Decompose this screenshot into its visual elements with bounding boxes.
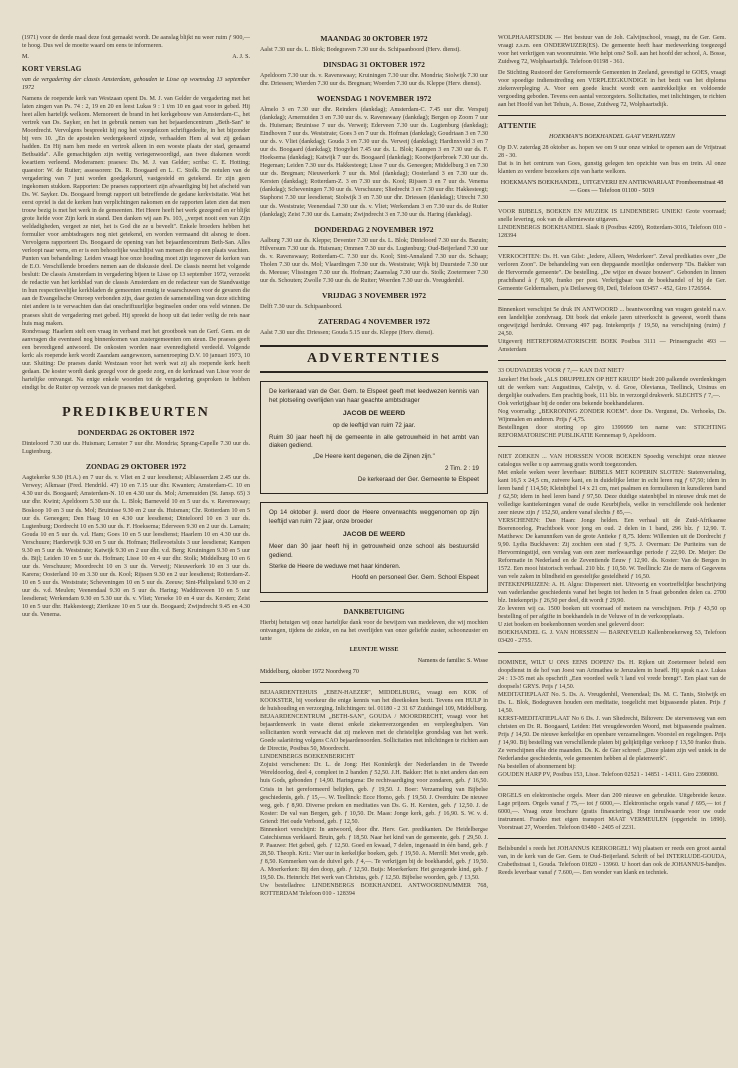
- report-body: Namens de roepende kerk van Westzaan opent Ds. M. J. van Gelder de vergadering met het laten zingen van Ps. 74 : 2, 19 en 20 en leest Lukas 9 : 1 t/m 10 en gaat voor in gebed. Hij heet allen hartelijk welkom. Memoreert de brand in het kerkgebouw van Amsterdam-C., het vertrek van Ds. Sayker, en het in gebruik nemen van het bejaardencentrum „Beth-San" te Moordrecht. Vervolgens bespreekt hij nog het voorgelezen schriftgedeelte, in het bijzonder bij vers 10. „En de apostelen wedergekeerd zijnde, verhaalden Hem al wat zij gedaan hadden. En Hij nam hen mede en vertrok alleen in een woeste plaats der stad, genaamd Bethsaïda". Alle gemachtigden zijn wettig vertegenwoordigd, aan twee diakenen wordt kwartiem verleend. Moderamen: praeses: Ds. M. J. van Gelder; scriba: C. E. Hotting; quaestor: W. de Ruiter; assessoren: Ds. R. Boogaard en L. C. Stolk. De notulen van de vergadering van 7 juni worden goedgekeurd, vastgesteld en getekend. Er zijn geen ingekomen stukken. Rapporten: De praeses rapporteert zijn afvaardiging bij het afscheid van Ds. W. Sayker. Ds. Boogaard brengt rapport uit betreffende de gedane kerkvisitatie. Wat het eerst opviel is dat de kerken hun verplichtingen nakomen en de rapporten laten zien dat men trouw bezig is met het werk in de gemeenten. Het Heere heeft het werk gezegend en er blijkt grote liefde voor Zijn kerk in stand. Den danken wij aan Ps. 103, „verpet nooit een van Zijn weldadigheden, vergeet ze niet, het is God die ze u beveelt". Enkele broeders hebben het formulier voor ambtsdragers nog niet getekend, en worden vermaand dit alsnog te doen. Vervolgens rapporteert Ds. Boogaard de opening van het bejaardencentrum Beth-San. Alles verloopt naar wens, en er is een behoorlijke wachtlijst van mensen die op een plaats wachten. Punten van behandeling: Leiden vraagt hoe onze houding moet zijn tegenover de kerken van de E.O. Verschillende broeders nemen aan de diskussie deel. De classis neemt het volgende besluit: De classis Amsterdam in vergadering bijeen te Lisse op 13 september 1972, verzoekt de redactie van het kerkblad van de classis Amsterdam en de redacteur van de Standvastige in hun respectievelijke kerkbladen de gemeenten ernstig te waarschuwen voor de gevaren die aan de Evangelische Omroep verbonden zijn, daar gezien de samenstelling van deze stichting niet andere is te verwachten dan dat onschriftuurlijke beginselen onder ons veld winnen. De praeses sluit de vergadering met gebed. Hij spreekt de hoop uit dat ieder veilig de reis naar huis mag maken. Rondvraag: Haarlem stelt een vraag in verband met het grootboek van de Gerf. Gem. en de aanvragen die eventueel nog binnenkomen van zustergemeenten om steun. De praeses geeft een bevredigend antwoord. De onkosten worden naar evenredigheid verdeeld. Volgende kerk: als roepende kerk wordt Zaandam aangewezen, samenroeping D.V. 10 januari 1973, 10 uur. Sluiting: De praeses dankt Westzaan voor het werk wat zij als roepende kerk heeft gedaan. De koster wordt dank gezegd voor de goede zorg, en de kerkraad van Lisse voor de hartelijke ontvangst. Na enige enkele woorden tot de vergadering gesproken te hebben eindigt br. de Ruiter op verzoek van de praeses met dankgebed.: [22, 95, 250, 391]
- ad-verkochten: VERKOCHTEN: Ds. H. van Gilst: „Iedere, Alleen, Wederkeer". Zeval predikaties over „De verloren Zoon". De behandeling van een diepgaande moeilijke onderwerp "Ds. Bakker van de Hervormde gemeente". De bestelling. „De wijze en dwaze bouwer". Gebonden in linnen prachtband à ƒ 8,90, franko per post. Verkrijgbaar van de boekhandel of bij de Ger. Gemeente Geldermalsen, p/a Deilseweg 69, Deil, Telefoon 03457 - 452, Giro 1726564.: [498, 254, 726, 293]
- attention-text: Op D.V. zaterdag 28 oktober as. hopen we om 9 uur onze winkel te openen aan de Vrijstraat 28 - 30. Dat is in het centrum van Goes, gunstig gelegen ten opzichte van bus en trein. Al onze klanten zo verdere bezoekers zijn van harte welkom.: [498, 144, 726, 175]
- intro-signature: M. A. J. S.: [22, 54, 250, 61]
- divider: [498, 115, 726, 116]
- obituary-name-1: JACOB DE WEERD: [342, 410, 406, 418]
- thanks-place: Middelburg, oktober 1972 Noordweg 70: [260, 669, 359, 676]
- column-left: [22, 34, 250, 1042]
- predikbeurten-heading: PREDIKBEURTEN: [62, 404, 210, 420]
- ad-johannus: Belisbundel s reeds het JOHANNUS KERKORGEL! Wij plaatsen er reeds een groot aantal van, in de kerk van de Ger. Gem. te Oud-Beijerland. Schrift of bel INTERLUDE-GOUDA, Crabethstraat 1, Gouda. Telefoon 01820 - 13960. U hoort dan ook de JOHANNUS-bandjes. Reeds leverbaar vanaf ƒ 7.600,—. Een wonder van klank en techniek.: [498, 846, 726, 877]
- ad-van-horssen: NIET ZOEKEN ... VAN HORSSEN VOOR BOEKEN Spoedig verschijnt onze nieuwe catalogus welke u op aanvraag gratis wordt toegezonden. Met enkele weken weer leverbaar: BIJBELS MET KOPERIN SLOTEN: Statenvertaling, kant 16,5 x 24,5 cm, zuivere kant, en in duidelijke letter in echt leren rug ƒ 67,50; idem in leren band ƒ 114,50; Kleinbijbel 14 x 21 cm, met psalmen en formulieren in kunstleren band ƒ 62,50; idem in heel leren band ƒ 97,50. Deze duidige statenbijbel in nieuwe druk met de volledige kanttekeningen vanaf de oude Keurbijbels, welke in verschillende ook hedenter zeer nieuw zijn ƒ 152,50, andere vanaf slechts ƒ 85,—. VERSCHENEN: Dan Haan: Jonge helden. Een verhaal uit de Zuid-Afrikaanse Boerenoorlog. Prachtboek voor jong en oud. 2 delen in 1 band, 296 blz. ƒ 12,90. T. Matthews: De kanunniken van de grote Antieke ƒ 8,75. Idem: Willemien uit de Dordrecht ƒ 9,90. Lydia Buckhaven: Zij zochten een stad ƒ 9,75. J. Overman: De Puriteins van de Hervormingstijd, een verslag van een zeer merkwaardige periode ƒ 22,90. Dr. Meijer: De Reformatie in Nederland en de Zeventiende Eeuw ƒ 12,90. ds. Koster: Van de Bergen in 1572. Een mooi historisch verhaal. 210 blz. ƒ 10,50. W. Teellinck: Zie de mens of Gegevens van vele zaken in blindheid en geestelijke gesteldheid ƒ 16,50. INTEKENPRIJZEN: A. H. Algra: Dispereert niet. Uitvoerig en voortreffelijke beschrijving van vaderlandse geschiedenis vanaf het begin tot heden in 5 fraai gebonden delen ca. 2700 blz. Intekenprijs ƒ 26,50 per deel, dit wordt ƒ 29,90. Zo leveren wij ca. 1500 boeken uit voorraad of meteen na verschijnen. Prijs ƒ 43,50 op bestelling of per afgifte in boekhandels in de Veluwe of in de verkoopplaats. U ziet boeken en boekenbonnen worden snel geleverd door: BOEKHANDEL G. J. VAN HORSSEN — BARNEVELD Kallenbroekerweg 53, Telefoon 03420 - 2755.: [498, 453, 726, 645]
- thanks-name: LEUNTJE WISSE: [349, 647, 399, 654]
- date-heading-wed: WOENSDAG 1 NOVEMBER 1972: [316, 94, 432, 104]
- ad-rustoord: De Stichting Rustoord der Gereformeerde Gemeenten in Zeeland, gevestigd te GOES, vraagt voor spoedige indiensttreding een VERPLEEGKUNDIGE in het bezit van het diploma ziekenverpleging A. Voor een goede kracht wordt een aantrekkelijke en voldoende vergoeding geboden. Tevens een aantal verzorgsters. Sollicitaties, met inlichtingen, te richten aan het Hoofd van het Tehuis, A. Bosse, Zuidweg 72, Wolphaartsdijk.: [498, 70, 726, 109]
- date-heading-fri: VRIJDAG 3 NOVEMBER 1972: [322, 290, 426, 300]
- obituary-name-2: JACOB DE WEERD: [342, 531, 406, 539]
- divider: [498, 446, 726, 447]
- ad-gouden-harp: DOMINEE, WILT U ONS EENS DOPEN? Ds. H. Rijken uit Zoetermeer beleid een doopdienst in de hof van Joest van Arimathea te Jeruzalem in Israël. Hij sprak n.a.v. Lukas 24 : 13-35 met als opschrift „Een voordeel welk 't land vol vrede brengt". Een plaat van de doopsels! GRYS. Prijs ƒ 14,50. MEDITATIEPLAAT No. 5. Ds. A. Vreugdenhil, Veenendaal; Ds. M. C. Tanis, Stolwijk en Ds. L. Blok, Bodegraven houden een meditatie, toegelicht met bijpassende platen. Prijs ƒ 14,50. KERST-MEDITATIEPLAAT No 6 Ds. J. van Sliedrecht, Biltoven: De stervensweg van een christen en Dr. R. Boogaard, Leiden: Het vreugdeworden Woord, met bijpassende psalmen. Prijs ƒ 14,50. De nieuwe kerkelijke en openbare verzamelingen. Voorstel en regelingen. Prijs ƒ 14,90. Bij bestelling van verschillende platen bij gelijktijdige verkoop ƒ 13,50 franko thuis. Ze verschijnen elke drie maanden. Ds. K. de Gier schreef: „Deze platen zijn wel uniek in de Nederlandse geschiedenis, vele gemeenten hebben al de platenwerk". Na bestellen of abonnement bij: GOUDEN HARP PV, Postbus 153, Lisse. Telefoon 02521 - 14851 - 14311. Giro 2398080.: [498, 659, 726, 778]
- attention-signature: HOEKMAN'S BOEKHANDEL, UITGEVERIJ EN ANTIKWARIAAT Frombeemstraat 48 — Goes — Telefoon 01100 - 5019: [500, 179, 724, 194]
- schedule-wed: Almelo 3 en 7.30 uur dhr. Reinders (dankdag); Amsterdam-C. 7.45 uur dhr. Verspuij (dankdag); Arnemuiden 3 en 7.30 uur ds. v. Ravenswaay (dankdag); Bergen op Zoom 7 uur ds. Huisman; Bruinisse 7 uur ds. Verweij; Ederveen 7.30 uur ds. Lugtenburg (dankdag); Eindhoven 7 uur ds. Weststrate; Goes 3 en 7 uur ds. Hofman (dankdag); Goudriaan 3 en 7.30 uur ds. v. Vliet (dankdag); Gouda 3 en 7.30 uur ds. Verweij (dankdag); Hardinxveld 3 en 7 uur ds. Boogaard (dankdag); Hoogvliet 7.45 uur ds. L. Blok; Kampen 3 en 7.30 uur ds. F. Hoeksema (dankdag); Katwijk 7 uur ds. Boogaard (dankdag); Kootwijkerbroek 7.30 uur ds. Hegeman; Leiden 7.30 uur ds. Hakkesteegt; Lisse 7 uur ds. Geneegen; Middelburg 3 en 7.30 uur ds. Bregman; Nieuwerkerk 7 uur ds. Mol (dankdag); Oosterland 3 en 7.30 uur ds. Kersten (dankdag); Rotterdam-Z. 3 en 7.30 uur ds. Kool; Rijssen 3 en 7 uur ds. Venema (dankdag); Scheveningen 7.30 uur ds. Verschuure; Sliedrecht 3 en 7.30 uur dhr. Hakkesteegt; Staphorst 7.30 uur leesdienst; Stolwijk 3 en 7.30 uur dhr. Driessen (dankdag); Utrecht 7.30 uur ds. Weststrate; Veenendaal 7.30 uur ds. v. Vliet; Werkendam 3 en 7.30 uur ds. de Ruiter (dankdag); Zeist 7.30 uur ds. Lamain; Zwijndrecht 3 en 7.30 uur ds. Haring (dankdag).: [260, 107, 488, 218]
- report-subtitle: van de vergadering der classis Amsterdam, gehouden te Lisse op woensdag 13 september 1972: [22, 76, 250, 91]
- obituary-ad-1: De kerkeraad van de Ger. Gem. te Elspeet geeft met leedwezen kennis van het plotseling overlijden van haar geachte ambtsdrager JACOB DE WEERD op de leeftijd van ruim 72 jaar. Ruim 30 jaar heeft hij de gemeente in alle getrouwheid in het ambt van diaken gediend. „De Heere kent degenen, die de Zijnen zijn." 2 Tim. 2 : 19 De kerkeraad der Ger. Gemeente te Elspeet: [260, 381, 488, 494]
- divider: [498, 360, 726, 361]
- date-heading-tue: DINSDAG 31 OKTOBER 1972: [323, 60, 425, 70]
- divider: [498, 246, 726, 247]
- date-heading-1: DONDERDAG 26 OKTOBER 1972: [77, 428, 195, 438]
- divider: [498, 785, 726, 786]
- thanks-signature: Namens de familie: S. Wisse: [417, 658, 488, 665]
- ad-oudvaders: 33 OUDVADERS VOOR ƒ 7,— KAN DAT NIET? Jazeker! Het boek „ALS DRUPPELEN OP HET KRUID" biedt 200 palkende overdenkingen uit de werken van: Augustinus, Calvijn, v. d. Groe, Olevianus, Teellinck, Ursinus en dergelijke oudvaders. Een prachtig boek, 111 blz. in verzorgd drukwerk. SLECHTS ƒ 7,—. Ook verkrijgbaar bij de onder ons bekende boekhandelaren. Nog voorradig: „BEKRONING ZONDER KOEM". door Ds. Vergunst, Ds. Verhoeks, Ds. Wijnmalen en anderen. Prijs ƒ 4,75. Bestellingen door storting op giro 1399999 ten name van: STICHTING REFORMATORISCHE PUBLIKATIE Kennemap 9, Apeldoorn.: [498, 368, 726, 439]
- thanks-heading: DANKBETUIGING: [343, 607, 405, 616]
- divider: [498, 652, 726, 653]
- ad-lindenberg: VOOR BIJBELS, BOEKEN EN MUZIEK IS LINDENBERG UNIEK! Grote voorraad; snelle levering, ook van de allerniewste uitgaven. LINDENBERGS BOEKHANDEL Slaak 8 (Postbus 4209), Rotterdam-3016, Telefoon 010 - 128394: [498, 209, 726, 240]
- column-middle: [260, 34, 488, 1042]
- schedule-fri: Delft 7.30 uur ds. Schipaanboord.: [260, 303, 343, 310]
- schedule-text-2: Aagtekerke 9.30 (H.A.) en 7 uur ds. v. Vliet en 2 uur leesdienst; Alblasserdam 2.45 uur ds. Verwey; Alkmaar (Fred. Hendrikl. 47) 10 en 7.15 uur dhr. Kwanten; Amsterdam-C. 10 en 4.30 uur ds. Boogaard; Amsterdam-N. 10 en 4.30 uur ds. Mol; Arnemuiden (St. Jansp. 65) 3 uur dhr. Kwint; Apeldoorn 5.30 uur ds. L. Blok; Barneveld 10 en 5 uur ds. v. Ravenswaay; Boskoop 10 en 3 uur ds. Mol; Bruinisse 9.30 en 2 uur ds. Huisman; Chr. Rotterdam 10 en 5 uur ds. Geneegen; Den Haag 10 en 4.30 uur leesdienst; Dinteloord 10 en 3 uur ds. Lugtenburg; Dordrecht 10 en 5.30 uur ds. F. Hoeksema; Ederveen 9.30 en 2 uur ds. Lamain; Gouda 10 en 5 uur ds. v.d. Ham; Goes 10 en 5 uur leesdienst; Haarlem 10 en 4.30 uur ds. Verschuure; Harderwijk 9.30 en 5 uur ds. Hofman; Hellevoetsluis 3 uur leesdienst; Kampen 9.30 en 5 uur ds. Weststrate; Katwijk 9.30 en 2 uur dhr. v.d. Berg; Kruiningen 9.30 en 5 uur ds. Bijl; Leiden 10 en 5 uur ds. Hofman; Lisse 10 en 4 uur dhr. Stolk; Middelburg 10 en 6 uur ds. Verschuure; Moordrecht 10 en 3 uur ds. Verweij; Nieuwerkerk 10 en 3 uur ds. Karens; Oosterland 10 en 3.30 uur ds. Kool; Rijssen 9.30 en 2 uur leesdienst; Rotterdam-Z. 10 en 5 uur ds. Weststrate; Scheveningen 10 en 5 uur ds. Zeeuw; Sint-Philipsland 9.30 en 2 uur ds. v.d. Meulen; Veenendaal 9.30 en 5 uur ds. Haring; Waddinxveen 10 en 5 uur leesdienst; Werkendam 9.30 en 5.30 uur ds. v. Vliet; Yerseke 10 en 4 uur ds. Kersten; Zeist 10 en 5 uur dhr. Hakkesteegt; Zierikzee 10 en 5 uur ds. Boogaard; Zwijndrecht 9.45 en 4.30 uur ds. Venema.: [22, 475, 250, 618]
- obituary-ad-2: Op 14 oktober jl. werd door de Heere onverwachts weggenomen op zijn leeftijd van ruim 72 jaar, onze broeder JACOB DE WEERD Meer dan 30 jaar heeft hij in getrouwheid onze school als bestuurslid gediend. Sterke de Heere de weduwe met haar kinderen. Hoofd en personeel Ger. Gem. School Elspeet: [260, 502, 488, 592]
- divider: [260, 601, 488, 602]
- schedule-tue: Apeldoorn 7.30 uur ds. v. Ravenswaay; Kruiningen 7.30 uur dhr. Mondria; Stolwijk 7.30 uur dhr. Driessen; Wierden 7.30 uur ds. Bregman; Woerden 7.30 uur ds. Kleppe (Herv. dienst).: [260, 73, 488, 88]
- divider: [498, 201, 726, 202]
- schedule-text-1: Dinteloord 7.30 uur ds. Huisman; Lemster 7 uur dhr. Mondria; Sprang-Capelle 7.30 uur ds. Lugtenburg.: [22, 441, 250, 456]
- advertenties-heading: ADVERTENTIES: [260, 345, 488, 373]
- date-heading-sat: ZATERDAG 4 NOVEMBER 1972: [318, 316, 430, 326]
- report-heading: KORT VERSLAG: [22, 65, 82, 74]
- date-heading-mon: MAANDAG 30 OKTOBER 1972: [320, 34, 428, 43]
- ad-orgels: ORGELS en elektronische orgels. Meer dan 200 nieuwe en gebruikte. Uitgebreide keuze. Lage prijzen. Orgels vanaf ƒ 75,— tot ƒ 6000,—. Elektronische orgels vanaf ƒ 695,— tot ƒ 6000,—. Vraag onze brochure (gratis financiering). Hoge inruilwaarde voor uw oude instrument. Franko met eigen transport MAAT VERMEULEN (opgericht in 1890). Voorstraat 27, Woerden. Telefoon 03480 - 2405 of 2231.: [498, 792, 726, 832]
- date-heading-thu: DONDERDAG 2 NOVEMBER 1972: [314, 224, 434, 234]
- ad-wolphaartsdijk: WOLPHAARTSDIJK — Het bestuur van de Joh. Calvijnschool, vraagt, nu de Ger. Gem. vraagt z.s.m. een ONDERWIJZER(ES). De gemeente heeft haar medewerking toegezegd voor het verkrijgen van woonruimte. Wie helpt ons? Soll. aan het hoofd der school, A. Bosse, Zuidweg 72, Wolphaartsdijk. Telefoon 01198 - 361.: [498, 35, 726, 66]
- schedule-sat: Aalst 7.30 uur dhr. Driessen; Gouda 5.15 uur ds. Kleppe (Herv. dienst).: [260, 329, 434, 336]
- intro-paragraph: (1971) voor de derde maal deze fout gemaakt wordt. De aanslag blijkt nu weer ruim ƒ 900,— te hoog. Dus wel de moeite waard om eens te informeren.: [22, 35, 250, 50]
- classified-ads-middle: BEJAARDENTEHUIS „EBEN-HAEZER", MIDDELBURG, vraagt een KOK of KOOKSTER, bij voorkeur die enige kennis van het dieetkoken bezit. Tevens een HULP in de huishouding en verzorging. Inlichtingen: tel. 01180 - 2 31 67 Zuidsingel 109, Middelburg. BEJAARDENCENTRUM „BETH-SAN", GOUDA / MOORDRECHT, vraagt voor het bejaardenwerk in vaste dienst enkele ziekenverzorgenden en verpleeghulpen. Van sollicitanten wordt verwacht dat zij meleven met de christelijke grondslag van het werk. Goede salariëring volgens CAO bejaardenoorden. Sollicitaties met inlichtingen te richten aan de Directie, Postbus 50, Moordrecht. LINDENBERGS BOEKENBERICHT Zojuist verschenen: Dr. L. de Jong: Het Koninkrijk der Nederlanden in de Tweede Wereldoorlog, deel 4, compleet in 2 banden ƒ 52,50. J.H. Bakker: Het is niet anders dan een huis Gods, gebonden ƒ 14,90. Haringsma: De rechtvaardiging voor zondaren, geb. ƒ 16,50. Crisis in het gereformeerd belijden, geb. ƒ 19,50. J. Boer: Verzameling van Bijbelse geschiedenis, geb. ƒ 15,—. W. Teellinck: Ecce Homo, geb. ƒ 19,50. J. Overduin: De nieuwe weg, geb. ƒ 8,90. Diverse preken en meditaties van Ds. G. H. Kersten, geb. ƒ 12,50. J. de Koster: De val van Bergen, geb. ƒ 10,50. Dr. Maas: Jonge kerk, geb. ƒ 16,90. S. W. v. d. Griend: Het oude Verbond, geb. ƒ 12,50. Binnenkort verschijnt: In antwoord, door dhr. Herv. Ger. predikanten. De Heidelbergse Catechismus verklaard. Bruin, geb. ƒ 18,50. Naar het kind van de gemeente, geb. ƒ 29,50. J. P. Paauwe: Het gebed, geb. ƒ 12,50. Goed en kwaad, 7 delen, ingenaaid in één band, geb. ƒ 28,50. Theoph. Krit.: Vier uur in kerkelijke boeken, geb. ƒ 19,50. A. Merrill: Met vrede, geb. ƒ 8,50. Kenmerken van de duivel geb. ƒ 4,—. Te verkrijgen bij de boekhandel, geb. ƒ 19,50. A. Moerkerken: Bij den doop, geb. ƒ 12,50. Buijs: Moerkerken: Het gezegende kind, geb. ƒ 19,50. Ds. Heinrich: Het werk van Christus, geb. ƒ 12,50. Bijbelse woorden, geb. ƒ 13,50. Uw bestelladres: LINDENBERGS BOEKHANDEL ANTWOORDNUMMER 768, ROTTERDAM Telefoon 010 - 128394: [260, 690, 488, 897]
- schedule-thu: Aalburg 7.30 uur ds. Kleppe; Deventer 7.30 uur ds. L. Blok; Dinteloord 7.30 uur ds. Bazuin; Hilversum 7.30 uur ds. Huisman; Ommen 7.30 uur ds. Lugtenburg; Oud-Beijerland 7.30 uur ds. v. Ravenswaay; Rotterdam-C. 7.30 uur ds. Kool; Sint-Annaland 7.30 uur ds. Schaap; Tholen 7.30 uur ds. Mol; Vlaardingen 7.30 uur ds. Weststrate; Wijk bij Duurstede 7.30 uur ds. Meeuse; Vlissingen 7.30 uur ds. Hofman; Zaamslag 7.30 uur ds. Stolk; Zoetermeer 7.30 uur ds. Schouten; Zwolle 7.30 uur ds. de Ruiter; Woerden 7.30 uur ds. Vreugdenhil.: [260, 237, 488, 284]
- column-right: [498, 34, 726, 1042]
- attention-subtitle: HOEKMAN'S BOEKHANDEL GAAT VERHUIZEN: [549, 133, 675, 140]
- divider: [260, 682, 488, 683]
- date-heading-2: ZONDAG 29 OKTOBER 1972: [85, 462, 187, 472]
- thanks-text: Hierbij betuigen wij onze hartelijke dank voor de bewijzen van medeleven, die wij mochten ontvangen, tijdens de ziekte, en na het overlijden van onze geliefde zuster, schoonzuster en tante: [260, 619, 488, 643]
- divider: [498, 299, 726, 300]
- ad-in-antwoord: Binnenkort verschijnt 5e druk IN ANTWOORD ... beantwoording van vragen gesteld n.a.v. een landelijke zondvraag. Dit boek dat enkele jaren uitverkocht is geweest, wordt thans ongewijzigd herdrukt. Omvang 497 pag. Intekenprijs ƒ 19,50, na verschijning (ruim) ƒ 24,50. Uitgeverij HETREFORMATORISCHE BOEK Postbus 3111 — Prinsengracht 493 — Amsterdam: [498, 307, 726, 354]
- divider: [498, 838, 726, 839]
- attention-heading: ATTENTIE: [498, 122, 537, 131]
- schedule-mon: Aalst 7.30 uur ds. L. Blok; Bodegraven 7.30 uur ds. Schipaanboord (Herv. dienst).: [260, 47, 461, 54]
